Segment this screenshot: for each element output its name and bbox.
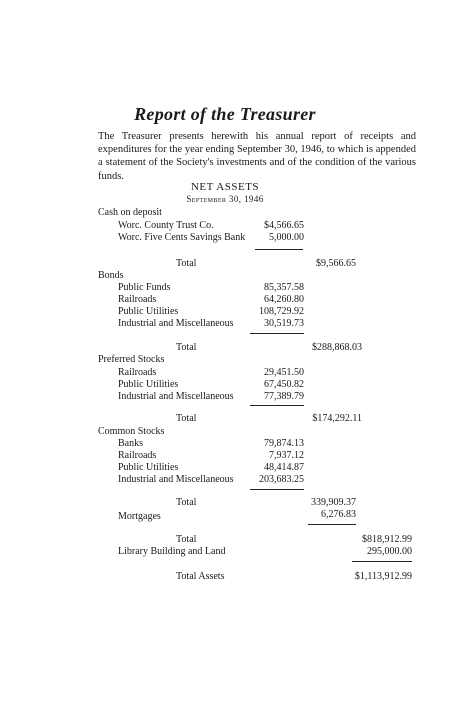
bonds-item-amount: 108,729.92 bbox=[259, 306, 304, 317]
total-assets-amount: $1,113,912.99 bbox=[354, 571, 412, 582]
cash-total-amount: $9,566.65 bbox=[316, 258, 356, 269]
mortgages-amount: 6,276.83 bbox=[321, 509, 356, 520]
preferred-total-label: Total bbox=[176, 413, 197, 424]
bonds-section-label: Bonds bbox=[98, 270, 124, 281]
cash-item-label: Worc. Five Cents Savings Bank bbox=[118, 232, 246, 243]
cash-total-label: Total bbox=[176, 258, 197, 269]
common-item-amount: 79,874.13 bbox=[264, 438, 304, 449]
mortgages-label: Mortgages bbox=[118, 511, 161, 522]
grand-total-label: Total bbox=[176, 534, 197, 545]
preferred-section-label: Preferred Stocks bbox=[98, 354, 165, 365]
subtotal-rule bbox=[250, 489, 304, 490]
subtotal-rule bbox=[250, 405, 304, 406]
preferred-item-label: Railroads bbox=[118, 367, 157, 378]
bonds-item-label: Public Utilities bbox=[118, 306, 179, 317]
cash-section-label: Cash on deposit bbox=[98, 207, 162, 218]
subtotal-rule bbox=[352, 561, 412, 562]
common-section-label: Common Stocks bbox=[98, 426, 165, 437]
intro-paragraph: The Treasurer presents herewith his annual report of receipts and expenditures for the year ending September 30, 1946, to which is appended a statement of the Society's investments and of the condition of the various funds. bbox=[98, 131, 416, 182]
common-item-amount: 48,414.87 bbox=[264, 462, 304, 473]
bonds-item-amount: 64,260.80 bbox=[264, 294, 304, 305]
subtotal-rule bbox=[250, 333, 304, 334]
common-total-label: Total bbox=[176, 497, 197, 508]
common-item-label: Public Utilities bbox=[118, 462, 179, 473]
page-title: Report of the Treasurer bbox=[134, 104, 316, 124]
common-total-amount: 339,909.37 bbox=[311, 497, 356, 508]
preferred-item-amount: 77,389.79 bbox=[264, 391, 304, 402]
preferred-item-label: Industrial and Miscellaneous bbox=[118, 391, 234, 402]
grand-total-amount: $818,912.99 bbox=[362, 534, 412, 545]
subtotal-rule bbox=[308, 524, 356, 525]
bonds-total-label: Total bbox=[176, 342, 197, 353]
statement-date: September 30, 1946 bbox=[186, 194, 264, 204]
common-item-amount: 7,937.12 bbox=[269, 450, 304, 461]
net-assets-heading: NET ASSETS bbox=[190, 181, 260, 193]
subtotal-rule bbox=[255, 249, 303, 250]
library-label: Library Building and Land bbox=[118, 546, 226, 557]
bonds-item-label: Industrial and Miscellaneous bbox=[118, 318, 234, 329]
bonds-item-amount: 30,519.73 bbox=[264, 318, 304, 329]
common-item-amount: 203,683.25 bbox=[259, 474, 304, 485]
cash-item-amount: $4,566.65 bbox=[264, 220, 304, 231]
preferred-total-amount: $174,292.11 bbox=[312, 413, 362, 424]
preferred-item-amount: 67,450.82 bbox=[264, 379, 304, 390]
preferred-item-amount: 29,451.50 bbox=[264, 367, 304, 378]
preferred-item-label: Public Utilities bbox=[118, 379, 179, 390]
cash-item-label: Worc. County Trust Co. bbox=[118, 220, 214, 231]
cash-item-amount: 5,000.00 bbox=[269, 232, 304, 243]
bonds-total-amount: $288,868.03 bbox=[312, 342, 362, 353]
total-assets-label: Total Assets bbox=[176, 571, 225, 582]
library-amount: 295,000.00 bbox=[367, 546, 412, 557]
common-item-label: Industrial and Miscellaneous bbox=[118, 474, 234, 485]
bonds-item-label: Railroads bbox=[118, 294, 157, 305]
common-item-label: Railroads bbox=[118, 450, 157, 461]
common-item-label: Banks bbox=[118, 438, 143, 449]
bonds-item-amount: 85,357.58 bbox=[264, 282, 304, 293]
bonds-item-label: Public Funds bbox=[118, 282, 171, 293]
